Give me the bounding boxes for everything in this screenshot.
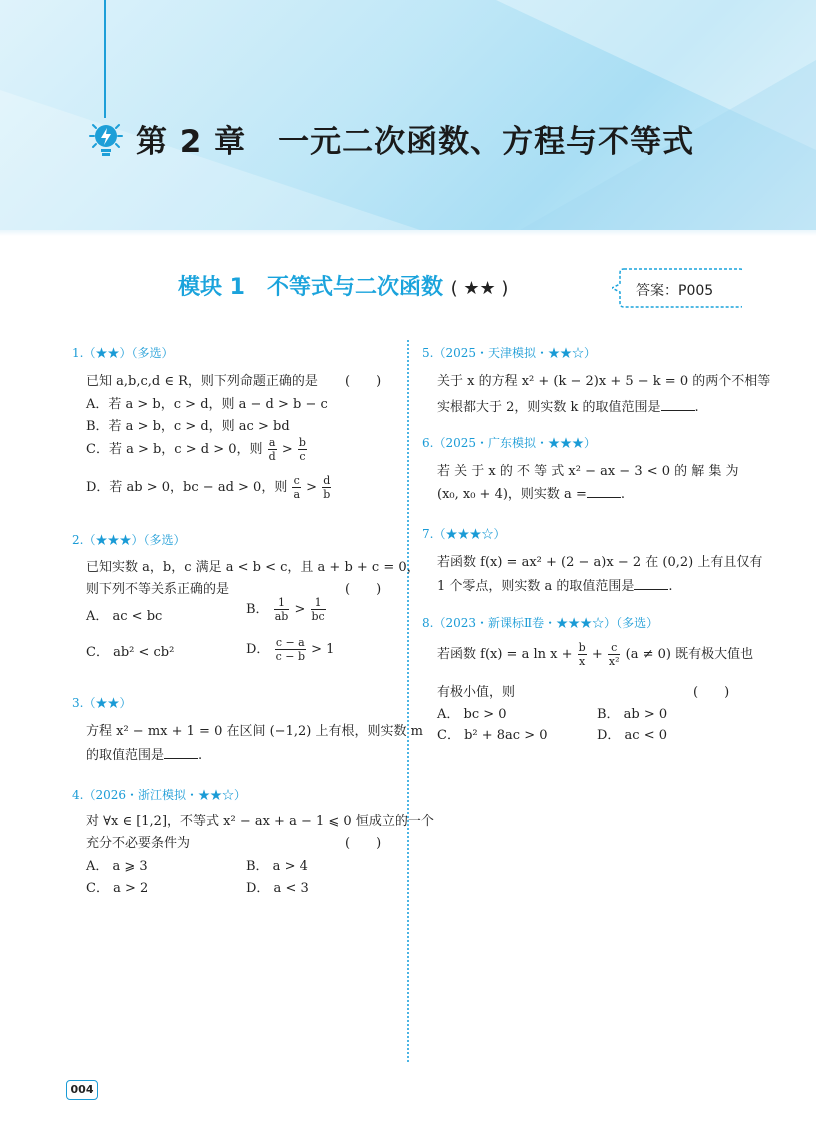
option-c xyxy=(86,436,308,463)
question-8-header: 8.（2023・新课标Ⅱ卷・★★★☆）（多选） xyxy=(422,616,659,630)
answer-badge xyxy=(612,266,742,310)
numerator: c xyxy=(608,641,621,655)
fraction xyxy=(268,436,277,463)
question-5 xyxy=(422,344,596,361)
question-2-stem-line1: 已知实数 a，b，c 满足 a < b < c，且 a + b + c = 0， xyxy=(86,560,420,575)
denominator: bc xyxy=(311,610,325,623)
answer-blank[interactable] xyxy=(661,398,695,411)
option-a: A． bc > 0 xyxy=(437,707,507,722)
question-6 xyxy=(422,434,596,451)
denominator: d xyxy=(268,450,276,463)
answer-parenthesis: ( ) xyxy=(345,582,382,597)
banner-edge xyxy=(0,230,816,236)
question-6-stem-line1: 若 关 于 x 的 不 等 式 x² − ax − 3 < 0 的 解 集 为 xyxy=(437,464,739,479)
question-2 xyxy=(72,531,185,548)
answer-reference: 答案：P005 xyxy=(636,283,714,299)
fraction xyxy=(292,474,301,501)
answer-blank[interactable] xyxy=(164,746,198,759)
option-c: C． ab² < cb² xyxy=(86,645,175,660)
option-d: D． ac < 0 xyxy=(597,728,668,743)
column-divider xyxy=(407,340,409,1062)
answer-parenthesis: ( ) xyxy=(345,374,382,389)
numerator: c − a xyxy=(275,636,305,649)
option-b-label: B． xyxy=(246,602,269,617)
relation: > xyxy=(306,480,318,495)
question-4-stem-line1: 对 ∀x ∈ [1,2]，不等式 x² − ax + a − 1 ⩽ 0 恒成立的一个 xyxy=(86,814,434,829)
question-3-text: 的取值范围是 xyxy=(86,748,165,763)
question-7-stem-line2 xyxy=(437,575,673,594)
question-3-stem-line2 xyxy=(86,744,202,763)
question-1-stem: 已知 a,b,c,d ∈ R，则下列命题正确的是 xyxy=(86,374,318,389)
module-title xyxy=(178,270,508,301)
question-2-stem-line2: 则下列不等关系正确的是 xyxy=(86,582,230,597)
relation: > 1 xyxy=(311,642,335,657)
option-d: D． a < 3 xyxy=(246,881,309,896)
relation: > xyxy=(281,442,293,457)
option-d-text: D．若 ab > 0，bc − ad > 0，则 xyxy=(86,480,288,495)
option-d xyxy=(246,636,334,663)
chapter-banner xyxy=(0,0,816,230)
numerator: 1 xyxy=(311,596,326,610)
question-8-text-tail: (a ≠ 0) 既有极大值也 xyxy=(625,647,754,662)
question-5-text: 实根都大于 2，则实数 k 的取值范围是 xyxy=(437,400,661,415)
answer-parenthesis: ( ) xyxy=(693,685,730,700)
fraction xyxy=(311,596,326,623)
question-8-stem-line1 xyxy=(437,641,753,668)
option-b: B． ab > 0 xyxy=(597,707,668,722)
question-3-stem-line1: 方程 x² − mx + 1 = 0 在区间 (−1,2) 上有根，则实数 m xyxy=(86,724,423,739)
option-c: C． b² + 8ac > 0 xyxy=(437,728,548,743)
denominator: x xyxy=(579,655,586,668)
option-b: B．若 a > b，c > d，则 ac > bd xyxy=(86,419,290,434)
question-6-stem-line2 xyxy=(437,483,625,502)
fraction xyxy=(578,641,587,668)
question-2-header: 2.（★★★）（多选） xyxy=(72,533,186,547)
option-c: C． a > 2 xyxy=(86,881,149,896)
fraction xyxy=(275,636,306,663)
question-6-header: 6.（2025・广东模拟・★★★） xyxy=(422,436,596,450)
question-8 xyxy=(422,614,658,631)
answer-blank[interactable] xyxy=(634,577,668,590)
numerator: a xyxy=(268,436,276,449)
option-b: B． a > 4 xyxy=(246,859,308,874)
question-6-text: (x₀, x₀ + 4)，则实数 a = xyxy=(437,487,587,502)
page-number: 004 xyxy=(66,1080,98,1100)
operator: + xyxy=(591,647,603,662)
option-a: A． a ⩾ 3 xyxy=(86,859,148,874)
chapter-title: 第 2 章 一元二次函数、方程与不等式 xyxy=(136,124,695,160)
question-8-stem-line2: 有极小值，则 xyxy=(437,685,516,700)
fraction xyxy=(298,436,307,463)
question-5-stem-line2 xyxy=(437,396,699,415)
relation: > xyxy=(294,602,306,617)
question-3 xyxy=(72,694,131,711)
denominator: ab xyxy=(274,610,289,623)
fraction xyxy=(274,596,290,623)
question-4-header: 4.（2026・浙江模拟・★★☆） xyxy=(72,788,246,802)
question-1-header: 1.（★★）（多选） xyxy=(72,346,174,360)
numerator: b xyxy=(298,436,306,449)
question-8-text: 若函数 f(x) = a ln x + xyxy=(437,647,573,662)
module-stars: ( ★★ ) xyxy=(450,278,509,299)
question-3-header: 3.（★★） xyxy=(72,696,132,710)
question-4-stem-line2: 充分不必要条件为 xyxy=(86,836,191,851)
fraction xyxy=(608,641,621,668)
option-b xyxy=(246,596,327,623)
numerator: 1 xyxy=(274,596,290,610)
period: . xyxy=(668,579,673,594)
answer-parenthesis: ( ) xyxy=(345,836,382,851)
lightbulb-icon xyxy=(88,118,124,162)
question-7-text: 1 个零点，则实数 a 的取值范围是 xyxy=(437,579,635,594)
period: . xyxy=(198,748,203,763)
question-1 xyxy=(72,344,173,361)
denominator: c xyxy=(299,450,306,463)
numerator: c xyxy=(293,474,300,487)
denominator: a xyxy=(293,488,301,501)
module-title-text: 模块 1 不等式与二次函数 xyxy=(178,275,443,300)
denominator: x² xyxy=(608,655,620,668)
question-7 xyxy=(422,525,505,542)
bulb-cord xyxy=(104,0,106,118)
option-c-text: C．若 a > b，c > d > 0，则 xyxy=(86,442,263,457)
question-5-header: 5.（2025・天津模拟・★★☆） xyxy=(422,346,596,360)
fraction xyxy=(322,474,331,501)
question-5-stem-line1: 关于 x 的方程 x² + (k − 2)x + 5 − k = 0 的两个不相等 xyxy=(437,374,771,389)
period: . xyxy=(694,400,699,415)
question-7-header: 7.（★★★☆） xyxy=(422,527,506,541)
question-7-stem-line1: 若函数 f(x) = ax² + (2 − a)x − 2 在 (0,2) 上有且仅有 xyxy=(437,555,763,570)
option-d-label: D． xyxy=(246,642,270,657)
option-a: A．若 a > b，c > d，则 a − d > b − c xyxy=(86,397,328,412)
question-4 xyxy=(72,786,246,803)
option-a: A． ac < bc xyxy=(86,609,163,624)
numerator: b xyxy=(578,641,586,654)
period: . xyxy=(620,487,625,502)
denominator: c − b xyxy=(275,650,305,663)
answer-blank[interactable] xyxy=(587,485,621,498)
option-d xyxy=(86,474,332,501)
denominator: b xyxy=(323,488,331,501)
numerator: d xyxy=(323,474,331,487)
